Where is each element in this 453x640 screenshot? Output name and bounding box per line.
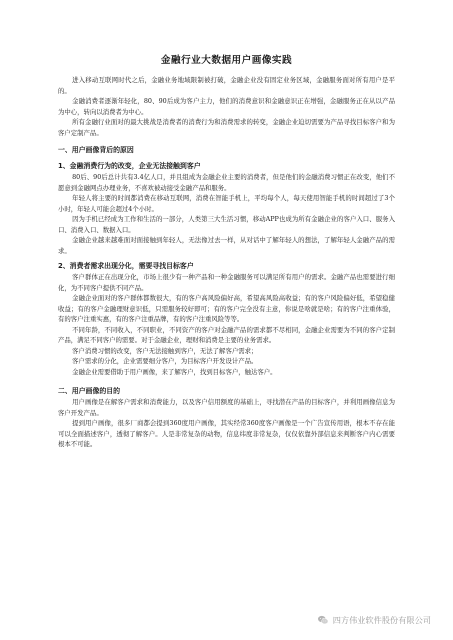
paragraph: 客户消费习惯的改变，客户无法接触到客户，无法了解客户需求； xyxy=(72,346,258,355)
document-body xyxy=(58,75,395,450)
section-heading: 二、用户画像的目的 xyxy=(58,387,121,395)
paragraph: 不同年龄，不同收入，不同职业，不同资产的客户对金融产品的需求都不尽相同，金融企业需要为不同的客户定制产品，满足不同客户的需要。对于金融企业，理财和消费是主要的业务需求。 xyxy=(58,325,395,344)
page-title: 金融行业大数据用户画像实践 xyxy=(160,55,293,66)
watermark xyxy=(317,614,431,626)
wechat-icon xyxy=(317,614,329,626)
paragraph: 进入移动互联网时代之后，金融业务地域限制被打破，金融企业没有固定业务区域，金融服务面对所有用户是平的。 xyxy=(58,76,395,95)
subsection-heading: 2、消费者需求出现分化，需要寻找目标客户 xyxy=(58,262,194,270)
paragraph: 金融消费者逐渐年轻化，80、90后成为客户主力，他们的消费意识和金融意识正在增强，金融服务正在从以产品为中心，转向以消费者为中心。 xyxy=(58,97,395,116)
paragraph: 用户画像是在解客户需求和消费能力，以及客户信用额度的基础上，寻找潜在产品的目标客户，并利用画像信息为客户开发产品。 xyxy=(58,398,395,417)
paragraph: 提到用户画像，很多厂商都会提到360度用户画像，其实经常360度客户画像是一个广告宣传用语，根本不存在能可以全面描述客户，透彻了解客户。人是非常复杂的动物，信息纬度非常复杂，仅仅依靠外部信息来判断客户内心需要根本不可能。 xyxy=(58,419,395,448)
paragraph: 年轻人将主要的时间都消费在移动互联网，消费在智能手机上，平均每个人，每天使用智能手机的时间超过了3个小时，年轻人可能会超过4个小时。 xyxy=(58,194,395,213)
paragraph: 80后、90后总计共有3.4亿人口，并且组成为金融企业主要的消费者，但是他们的金融消费习惯正在改变，他们不愿意到金融网点办理业务，不喜欢被动接受金融产品和服务。 xyxy=(58,173,395,192)
paragraph: 金融企业越来越难面对面接触到年轻人，无法像过去一样，从对话中了解年轻人的想法，了解年轻人金融产品的需求。 xyxy=(58,236,395,255)
section-heading: 一、用户画像背后的原因 xyxy=(58,146,134,154)
paragraph: 金融企业需要借助于用户画像，来了解客户，找到目标客户，触达客户。 xyxy=(72,367,277,376)
paragraph: 客户群体正在出现分化，市场上很少有一种产品和一种金融服务可以满足所有用户的需求。金融产品也需要进行细化，为不同客户提供不同产品。 xyxy=(58,273,395,292)
subsection-heading: 1、金融消费行为的改变，企业无法接触到客户 xyxy=(58,162,201,170)
paragraph: 所有金融行业面对的最大挑战是消费者的消费行为和消费需求的转变，金融企业迫切需要为产品寻找目标客户和为客户定制产品。 xyxy=(58,118,395,137)
paragraph: 金融企业面对的客户群体都数很大，有的客户高风险偏好高，希望高风险高收益；有的客户风险偏好低，希望稳健收益；有的客户金融理财意识低，只需服务较好即可；有的客户完全没有主意，你说是啥就是啥；有的客户注重体验，有的客户注重实惠，有的客户注重品牌，有的客户注重风险等等。 xyxy=(58,294,395,323)
watermark-text: 四方伟业软件股份有限公司 xyxy=(332,614,431,625)
paragraph: 客户需求的分化，企业需要细分客户，为目标客户开发设计产品。 xyxy=(72,357,258,365)
paragraph: 因为手机已经成为工作和生活的一部分，人类第三大生活习惯，移动APP也成为所有金融企业的客户入口、服务入口、消费入口、数据入口。 xyxy=(58,215,395,234)
